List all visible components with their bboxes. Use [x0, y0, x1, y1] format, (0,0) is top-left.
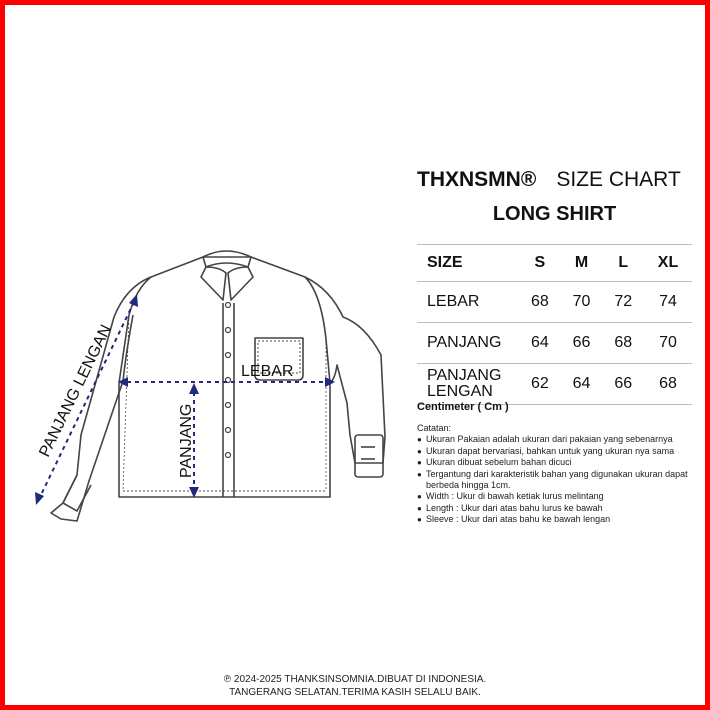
footer-line: TANGERANG SELATAN.TERIMA KASIH SELALU BAIK. [229, 687, 481, 698]
list-item: ● Tergantung dari karakteristik bahan yang digunakan ukuran dapat berbeda hingga 1cm. [417, 469, 705, 492]
sleeve-measure-arrow [40, 302, 134, 497]
size-chart-card [5, 5, 705, 705]
row-label: PANJANG [417, 323, 519, 364]
product-title: LONG SHIRT [492, 203, 617, 225]
table-cell: 64 [519, 323, 561, 364]
size-col-header: M [561, 245, 603, 282]
table-cell: 68 [519, 282, 561, 323]
table-cell: 64 [561, 364, 603, 405]
list-item: ● Sleeve : Ukur dari atas bahu ke bawah lengan [417, 514, 705, 525]
size-header: SIZE [417, 245, 519, 282]
row-label: LEBAR [417, 282, 519, 323]
table-cell: 68 [602, 323, 644, 364]
row-label-line: PANJANG [427, 367, 502, 384]
list-item: ● Ukuran dibuat sebelum bahan dicuci [417, 457, 705, 468]
size-col-header: XL [644, 245, 692, 282]
table-cell: 72 [602, 282, 644, 323]
unit-note: Centimeter ( Cm ) [417, 401, 509, 413]
table-cell: 70 [561, 282, 603, 323]
list-item: ● Ukuran dapat bervariasi, bahkan untuk yang ukuran nya sama [417, 446, 705, 457]
chart-title: SIZE CHART [556, 168, 681, 191]
notes-section [417, 423, 705, 526]
shirt-collar-icon [203, 251, 251, 267]
sleeve-length-label: PANJANG LENGAN [36, 322, 115, 460]
list-item: ● Length : Ukur dari atas bahu lurus ke bawah [417, 503, 705, 514]
size-col-header: L [602, 245, 644, 282]
size-col-header: S [519, 245, 561, 282]
table-cell: 66 [561, 323, 603, 364]
shirt-diagram [5, 5, 405, 525]
notes-list [417, 434, 705, 525]
button-dots [226, 303, 231, 458]
footer-line: ℗ 2024-2025 THANKSINSOMNIA.DIBUAT DI INDONESIA. [223, 674, 487, 685]
notes-title: Catatan: [417, 423, 452, 433]
footer [5, 673, 705, 699]
table-row [417, 364, 692, 405]
table-cell: 74 [644, 282, 692, 323]
row-label-line: LENGAN [427, 383, 493, 400]
table-row [417, 323, 692, 364]
brand-name: THXNSMN® [417, 168, 537, 191]
size-table [417, 244, 692, 405]
table-cell: 62 [519, 364, 561, 405]
row-label [417, 364, 519, 405]
table-cell: 68 [644, 364, 692, 405]
table-cell: 70 [644, 323, 692, 364]
brand-heading [417, 168, 697, 192]
width-label: LEBAR [241, 363, 294, 380]
list-item: ● Ukuran Pakaian adalah ukuran dari pakaian yang sebenarnya [417, 434, 705, 445]
table-row [417, 282, 692, 323]
table-cell: 66 [602, 364, 644, 405]
length-label: PANJANG [178, 403, 195, 478]
table-header-row [417, 245, 692, 282]
list-item: ● Width : Ukur di bawah ketiak lurus melintang [417, 491, 705, 502]
